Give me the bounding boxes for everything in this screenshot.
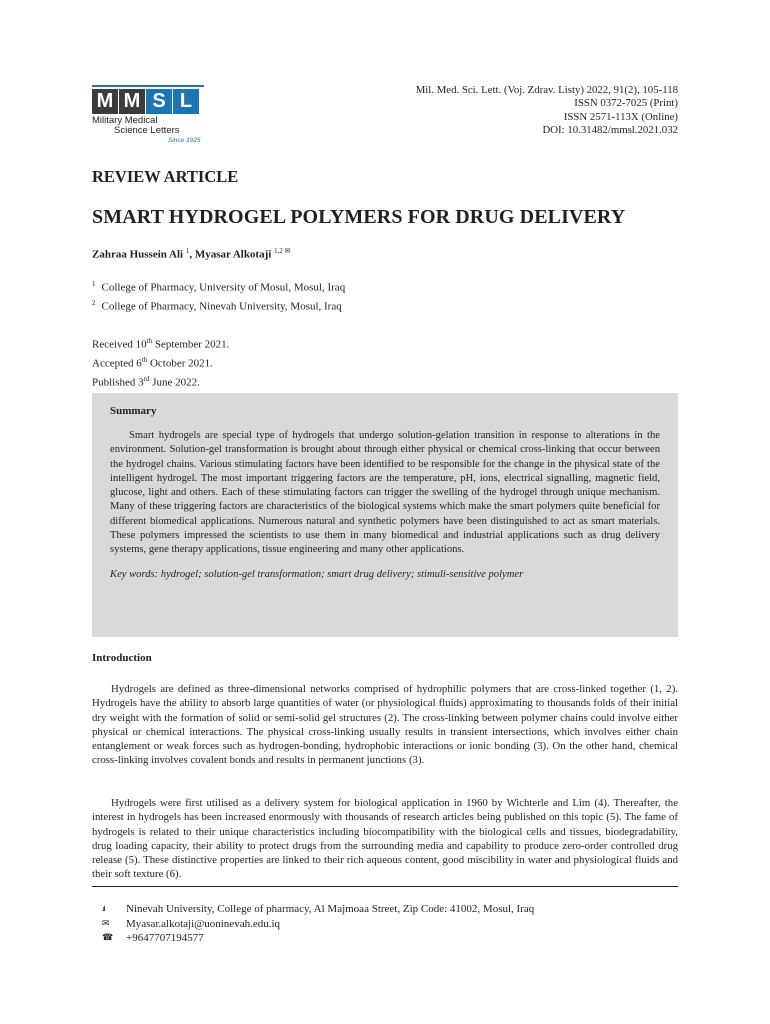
date-ordinal: th: [141, 356, 148, 365]
introduction-paragraph: Hydrogels were first utilised as a delivery system for biological application in 1960 by Wichterle and Lim (4). Thereafter, the interest in hydrogels has been increased enormously with thousands of research articles being published on this topic (5). The fame of hydrogels is related to their unique characteristics including biocompatibility with the biological cells and tissues, biodegradability, drug loading capacity, their ability to protect drugs from the surrounding media and capability to produce zero-order controlled drug release (5). These distinctive properties are linked to their rich aqueous content, good miscibility in water and physiological fluids and their soft texture (6).: [92, 797, 678, 881]
article-title: SMART HYDROGEL POLYMERS FOR DRUG DELIVERY: [92, 206, 626, 228]
received-date: [92, 334, 229, 353]
contact-phone-row: [102, 931, 534, 946]
mail-address-icon: 🖠: [102, 904, 106, 914]
contact-phone: +9647707194577: [126, 932, 204, 944]
issn-online: ISSN 2571-113X (Online): [563, 110, 678, 123]
date-text: September 2021.: [152, 338, 230, 351]
envelope-icon: ✉: [102, 918, 110, 929]
journal-logo: [92, 85, 204, 144]
article-type: REVIEW ARTICLE: [92, 167, 239, 186]
date-text: Published 3: [92, 376, 144, 389]
journal-info: [416, 84, 678, 138]
doi[interactable]: DOI: 10.31482/mmsl.2021.032: [542, 124, 678, 137]
issn-print: ISSN 0372-7025 (Print): [574, 97, 678, 110]
journal-citation: Mil. Med. Sci. Lett. (Voj. Zdrav. Listy) 2022, 91(2), 105-118: [415, 84, 678, 96]
date-ordinal: rd: [143, 375, 150, 384]
summary-box: [92, 393, 678, 637]
contact-email-row: [102, 917, 534, 932]
date-text: October 2021.: [147, 357, 213, 370]
author-name: Zahraa Hussein Ali: [92, 248, 184, 261]
contact-address-row: [102, 902, 534, 917]
logo-bar: [92, 85, 204, 87]
affiliation-text: College of Pharmacy, University of Mosul, Mosul, Iraq: [101, 281, 346, 294]
logo-letter-s: S: [146, 89, 172, 114]
date-text: Received 10: [92, 338, 147, 351]
logo-letter-m2: M: [119, 89, 145, 114]
introduction-heading: Introduction: [92, 652, 152, 664]
affiliation-number: 1: [92, 280, 96, 288]
affiliation-item: [92, 296, 345, 315]
corresponding-contact: [102, 902, 534, 946]
contact-address: Ninevah University, College of pharmacy, Al Majmoaa Street, Zip Code: 41002, Mosul, Iraq: [126, 903, 535, 915]
date-text: June 2022.: [149, 376, 200, 389]
footnote-divider: [92, 886, 678, 887]
summary-title: Summary: [110, 405, 157, 417]
authors: [92, 247, 290, 261]
logo-since: Since 1925: [168, 137, 201, 144]
phone-icon: ☎: [102, 933, 114, 943]
affiliation-number: 2: [92, 299, 96, 308]
logo-name-line2: Science Letters: [114, 125, 180, 136]
affiliation-text: College of Pharmacy, Ninevah University, Mosul, Iraq: [101, 300, 342, 313]
published-date: [92, 372, 229, 391]
author-affiliation-ref: 1,2 ✉: [274, 247, 291, 255]
author-separator: ,: [189, 248, 195, 261]
accepted-date: [92, 353, 229, 372]
affiliation-item: [92, 277, 345, 296]
introduction-paragraph: Hydrogels are defined as three-dimensional networks comprised of hydrophilic polymers that are cross-linked together (1, 2). Hydrogels have the ability to absorb large quantities of water (or physiological fluids) approximating to thousands folds of their initial dry weight with the formation of solid or semi-solid gel structures (2). The cross-linking between polymer chains could involve either physical or chemical interactions. The physical cross-linking usually results in transient intersections, which involves either chain entanglement or weak forces such as hydrogen-bonding, hydrophobic interactions or ionic bonding (3). On the other hand, chemical cross-linking involves covalent bonds and results in permanent junctions (3).: [92, 683, 678, 767]
contact-email[interactable]: Myasar.alkotaji@uoninevah.edu.iq: [126, 917, 281, 930]
date-text: Accepted 6: [92, 357, 142, 370]
logo-letter-l: L: [173, 89, 199, 114]
keywords: Key words: hydrogel; solution-gel transformation; smart drug delivery; stimuli-sensitive polymer: [110, 568, 524, 580]
logo-letter-m1: M: [92, 89, 118, 114]
date-ordinal: th: [146, 337, 153, 345]
affiliations: [92, 277, 345, 315]
author-name: Myasar Alkotaji: [194, 248, 272, 261]
logo-letters: [92, 89, 204, 114]
article-dates: [92, 334, 229, 391]
author-affiliation-ref: 1: [185, 247, 190, 255]
summary-text: Smart hydrogels are special type of hydrogels that undergo solution-gelation transition in response to alterations in the environment. Solution-gel transformation is brought about through either physical or chemical cross-linking that occur between the hydrogel chains. Various stimulating factors have been identified to be responsible for the change in the physical state of the intelligent hydrogel. The most important triggering factors are the temperature, pH, ions, electrical signalling, magnetic field, glucose, light and others. Each of these stimulating factors can trigger the swelling of the hydrogel through unique mechanism. Many of these triggering factors are characteristics of the biological systems which make the smart polymers quite beneficial for different biomedical applications. Numerous natural and synthetic polymers have been distinguished to act as smart materials. These polymers impressed the scientists to use them in many biomedical and industrial applications such as drug delivery systems, gene therapy applications, tissue engineering and many other applications.: [110, 430, 660, 556]
logo-name-line1: Military Medical: [92, 115, 158, 126]
